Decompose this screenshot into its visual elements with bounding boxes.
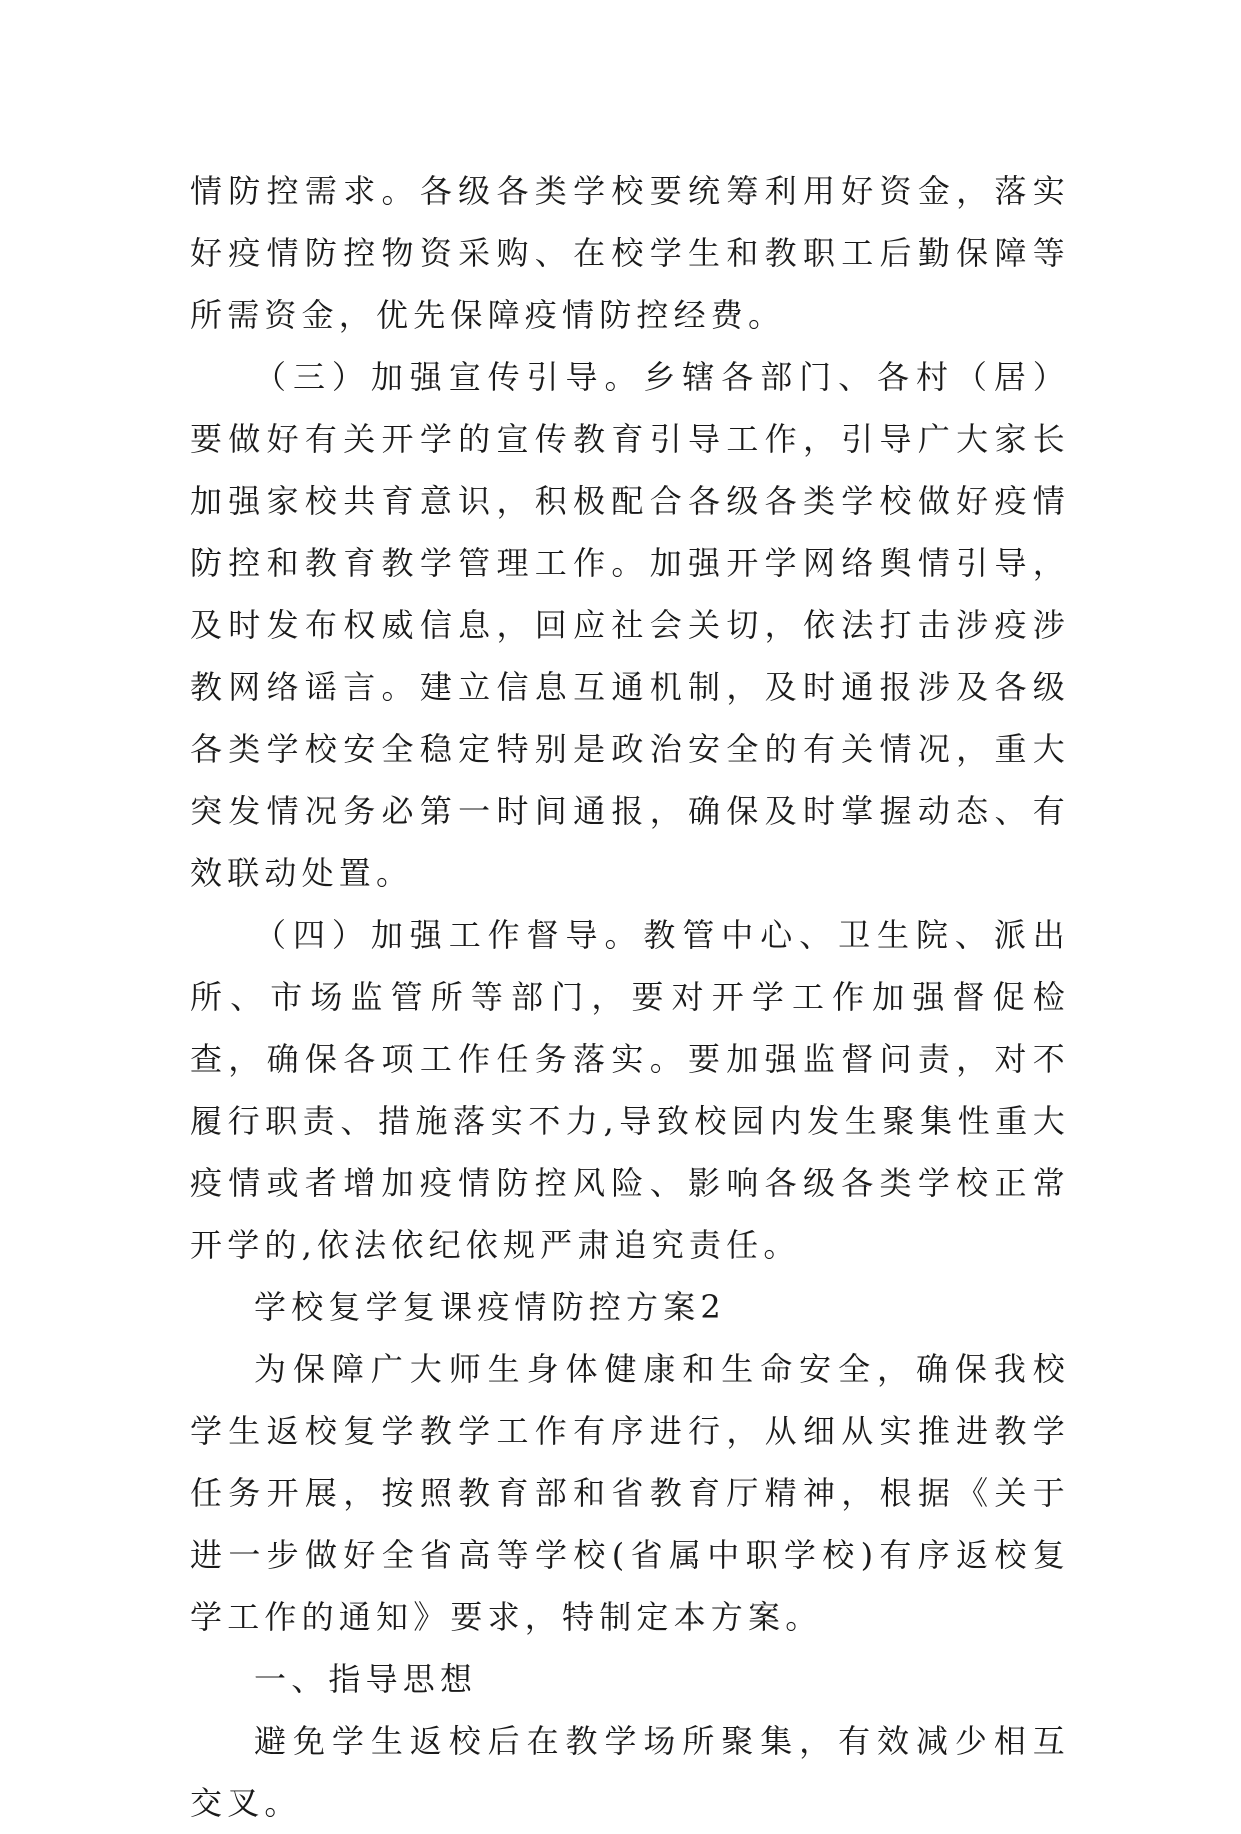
paragraph-avoid-gathering: 避免学生返校后在教学场所聚集，有效减少相互交叉。 — [190, 1722, 1070, 1822]
document-body — [190, 160, 1070, 1834]
heading-guiding-ideology: 一、指导思想 — [254, 1660, 478, 1698]
paragraph-publicity-guidance: （三）加强宣传引导。乡辖各部门、各村（居）要做好有关开学的宣传教育引导工作，引导广大家长加强家校共育意识，积极配合各级各类学校做好疫情防控和教育教学管理工作。加强开学网络舆情引导，及时发布权威信息，回应社会关切，依法打击涉疫涉教网络谣言。建立信息互通机制，及时通报涉及各级各类学校安全稳定特别是政治安全的有关情况，重大突发情况务必第一时间通报，确保及时掌握动态、有效联动处置。 — [190, 358, 1070, 892]
section-title-plan-2: 学校复学复课疫情防控方案2 — [254, 1288, 726, 1326]
paragraph-funding: 情防控需求。各级各类学校要统筹利用好资金，落实好疫情防控物资采购、在校学生和教职工后勤保障等所需资金，优先保障疫情防控经费。 — [190, 172, 1070, 334]
paragraph-plan-intro: 为保障广大师生身体健康和生命安全，确保我校学生返校复学教学工作有序进行，从细从实推进教学任务开展，按照教育部和省教育厅精神，根据《关于进一步做好全省高等学校(省属中职学校)有序返校复学工作的通知》要求，特制定本方案。 — [190, 1350, 1070, 1636]
paragraph-work-supervision: （四）加强工作督导。教管中心、卫生院、派出所、市场监管所等部门，要对开学工作加强督促检查，确保各项工作任务落实。要加强监督问责，对不履行职责、措施落实不力,导致校园内发生聚集性重大疫情或者增加疫情防控风险、影响各级各类学校正常开学的,依法依纪依规严肃追究责任。 — [190, 916, 1070, 1264]
